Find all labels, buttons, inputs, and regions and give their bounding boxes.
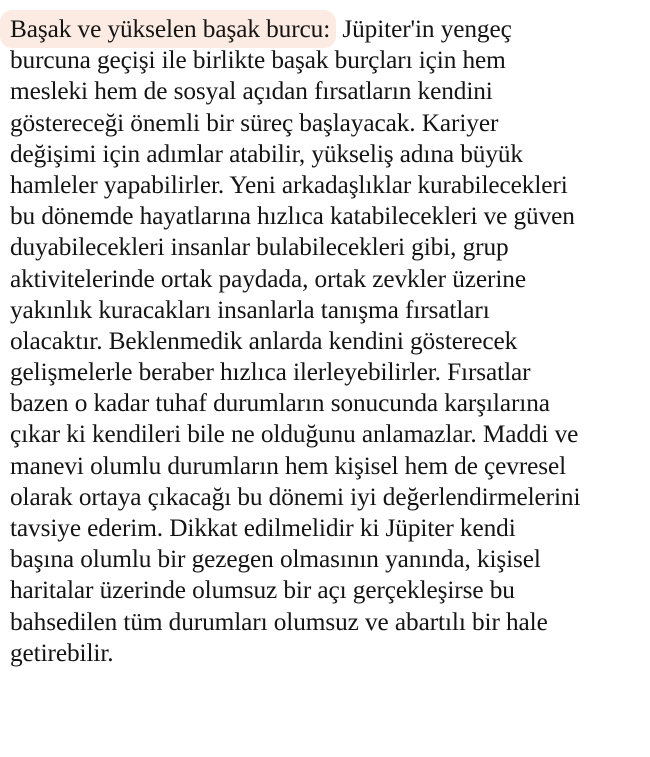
article-line: manevi olumlu durumların hem kişisel hem de çevresel [10, 451, 567, 480]
article-line: aktivitelerinde ortak paydada, ortak zevkler üzerine [10, 264, 526, 293]
article-line: göstereceği önemli bir süreç başlayacak. Kariyer [10, 108, 499, 137]
article-line: olacaktır. Beklenmedik anlarda kendini gösterecek [10, 326, 518, 355]
article-line-1 [10, 14, 646, 45]
article-line: bazen o kadar tuhaf durumların sonucunda karşılarına [10, 389, 550, 418]
article-line: olarak ortaya çıkacağı bu dönemi iyi değerlendirmelerini [10, 482, 581, 511]
article-paragraph [10, 14, 646, 669]
article-line: hamleler yapabilirler. Yeni arkadaşlıklar kurabilecekleri [10, 170, 568, 199]
article-line: yakınlık kuracakları insanlarla tanışma fırsatları [10, 295, 490, 324]
article-line: bu dönemde hayatlarına hızlıca katabilecekleri ve güven [10, 202, 575, 231]
article-line: getirebilir. [10, 638, 114, 667]
first-line-rest: Jüpiter'in yengeç [336, 15, 512, 43]
article-line: tavsiye ederim. Dikkat edilmelidir ki Jüpiter kendi [10, 514, 516, 542]
highlighted-heading-phrase: Başak ve yükselen başak burcu: [0, 10, 336, 48]
article-line: gelişmelerle beraber hızlıca ilerleyebilirler. Fırsatlar [10, 358, 531, 387]
article-line: haritalar üzerinde olumsuz bir açı gerçekleşirse bu [10, 576, 515, 605]
article-line: burcuna geçişi ile birlikte başak burçları için hem [10, 46, 506, 75]
article-line: çıkar ki kendileri bile ne olduğunu anlamazlar. Maddi ve [10, 420, 579, 449]
article-line: başına olumlu bir gezegen olmasının yanında, kişisel [10, 545, 541, 574]
article-line: duyabilecekleri insanlar bulabilecekleri gibi, grup [10, 233, 509, 262]
article-line: değişimi için adımlar atabilir, yükseliş adına büyük [10, 139, 523, 168]
article-line: mesleki hem de sosyal açıdan fırsatların kendini [10, 77, 493, 106]
article-line: bahsedilen tüm durumları olumsuz ve abartılı bir hale [10, 607, 548, 636]
